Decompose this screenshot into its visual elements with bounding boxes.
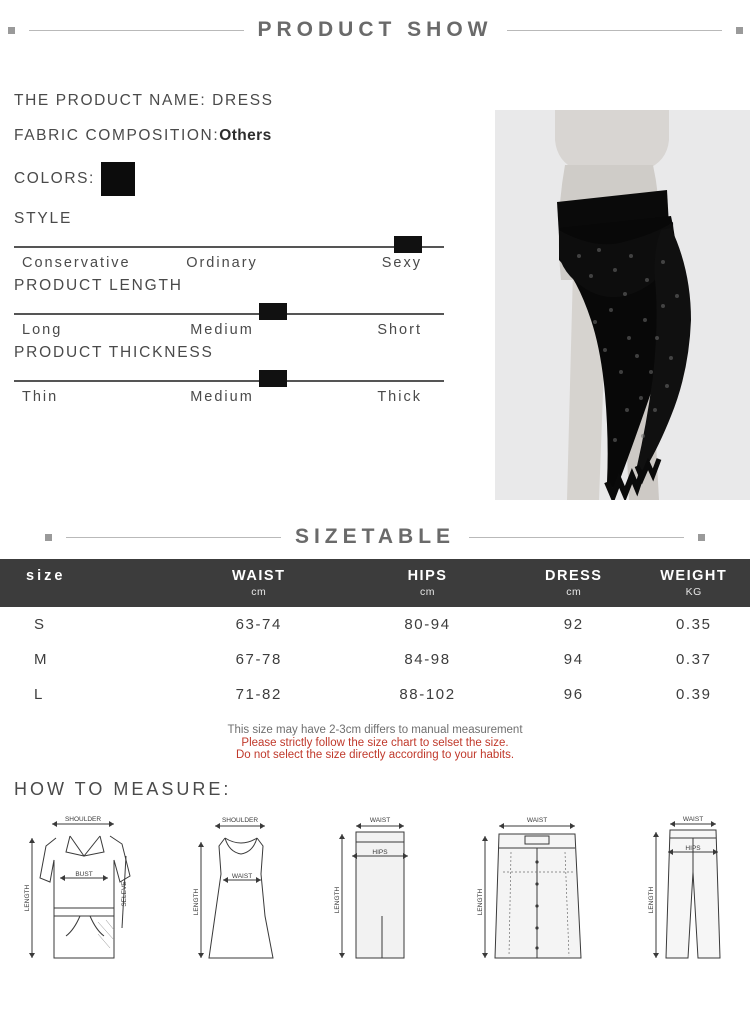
scale-thickness-track [14, 368, 444, 388]
cell-waist: 63-74 [173, 607, 346, 642]
colors-row [14, 162, 464, 196]
scale-length-option-2: Short [289, 322, 444, 338]
unit-row [0, 586, 750, 607]
table-row [0, 607, 750, 642]
scale-style-option-2: Sexy [289, 255, 444, 271]
scale-style-option-1: Ordinary [155, 255, 288, 271]
header-size: size [0, 559, 173, 586]
product-photo [495, 110, 750, 500]
cell-weight: 0.39 [638, 677, 750, 712]
divider-right [507, 30, 722, 31]
label-waist: WAIST [232, 873, 252, 880]
label-shoulder: SHOULDER [65, 816, 101, 823]
cell-waist: 71-82 [173, 677, 346, 712]
measure-figures [0, 804, 750, 964]
label-waist: WAIST [527, 817, 547, 824]
scale-length-option-0: Long [14, 322, 155, 338]
header-hips: HIPS [345, 559, 510, 586]
scale-bar [14, 313, 444, 315]
scale-thickness-option-1: Medium [155, 389, 288, 405]
color-swatch-black[interactable] [101, 162, 135, 196]
scale-thickness-marker[interactable] [259, 370, 287, 387]
cell-size: L [0, 677, 173, 712]
cell-weight: 0.37 [638, 642, 750, 677]
size-table-title: SIZETABLE [295, 525, 455, 549]
how-to-measure-title: HOW TO MEASURE: [14, 779, 750, 800]
fabric-composition [14, 127, 464, 145]
cell-size: M [0, 642, 173, 677]
scale-length-option-1: Medium [155, 322, 288, 338]
divider-right [469, 537, 684, 538]
header-row [0, 559, 750, 586]
colors-label: COLORS: [14, 170, 95, 188]
cell-dress: 94 [510, 642, 638, 677]
scale-thickness-title: PRODUCT THICKNESS [14, 344, 464, 362]
divider-left [29, 30, 244, 31]
note-habits: Do not select the size directly according to your habits. [0, 749, 750, 761]
scale-length-title: PRODUCT LENGTH [14, 277, 464, 295]
product-name: THE PRODUCT NAME: DRESS [14, 92, 464, 110]
spec-list [14, 92, 464, 409]
label-waist: WAIST [370, 817, 390, 824]
scale-thickness-labels [14, 389, 444, 405]
unit-size [0, 586, 173, 607]
unit-weight: KG [638, 586, 750, 607]
scale-style [14, 210, 464, 271]
scale-bar [14, 246, 444, 248]
scale-length-marker[interactable] [259, 303, 287, 320]
header-weight: WEIGHT [638, 559, 750, 586]
product-show-section [0, 52, 750, 507]
label-waist: WAIST [683, 816, 703, 823]
fabric-value: Others [219, 127, 271, 144]
scale-length-labels [14, 322, 444, 338]
fabric-label: FABRIC COMPOSITION: [14, 127, 219, 144]
scale-thickness [14, 344, 464, 405]
cell-hips: 88-102 [345, 677, 510, 712]
square-bullet-icon [45, 534, 52, 541]
unit-waist: cm [173, 586, 346, 607]
table-row [0, 677, 750, 712]
cell-dress: 92 [510, 607, 638, 642]
cell-dress: 96 [510, 677, 638, 712]
header-dress: DRESS [510, 559, 638, 586]
unit-dress: cm [510, 586, 638, 607]
note-follow-chart: Please strictly follow the size chart to selset the size. [0, 737, 750, 749]
figure-skirt-long [320, 812, 438, 964]
figure-jacket [10, 812, 158, 964]
figure-skirt-short [459, 812, 609, 964]
cell-size: S [0, 607, 173, 642]
cell-hips: 80-94 [345, 607, 510, 642]
scale-style-title: STYLE [14, 210, 464, 228]
size-notes [0, 724, 750, 761]
cell-waist: 67-78 [173, 642, 346, 677]
size-table-head [0, 559, 750, 607]
figure-dress [179, 812, 299, 964]
scale-thickness-option-2: Thick [289, 389, 444, 405]
scale-style-option-0: Conservative [14, 255, 155, 271]
square-bullet-icon [698, 534, 705, 541]
size-table-body [0, 607, 750, 712]
label-length: LENGTH [648, 887, 655, 914]
scale-style-track [14, 234, 444, 254]
header-waist: WAIST [173, 559, 346, 586]
label-hips: HIPS [372, 849, 388, 856]
cell-weight: 0.35 [638, 607, 750, 642]
label-length: LENGTH [24, 885, 31, 912]
scale-style-marker[interactable] [394, 236, 422, 253]
unit-hips: cm [345, 586, 510, 607]
product-photo-illustration [495, 110, 750, 500]
label-length: LENGTH [334, 887, 341, 914]
size-table-wrapper [0, 559, 750, 712]
scale-bar [14, 380, 444, 382]
label-shoulder: SHOULDER [222, 817, 258, 824]
label-length: LENGTH [193, 889, 200, 916]
label-sleeve: SELEVE [121, 881, 128, 907]
square-bullet-icon [736, 27, 743, 34]
table-row [0, 642, 750, 677]
scale-style-labels [14, 255, 444, 271]
label-hips: HIPS [685, 845, 701, 852]
page-title: PRODUCT SHOW [258, 18, 493, 42]
size-table [0, 559, 750, 712]
divider-left [66, 537, 281, 538]
scale-length-track [14, 301, 444, 321]
product-show-header [0, 18, 750, 42]
note-measurement: This size may have 2-3cm differs to manual measurement [0, 724, 750, 736]
size-table-header [0, 525, 750, 549]
scale-length [14, 277, 464, 338]
label-bust: BUST [75, 871, 92, 878]
label-length: LENGTH [477, 889, 484, 916]
square-bullet-icon [8, 27, 15, 34]
cell-hips: 84-98 [345, 642, 510, 677]
scale-thickness-option-0: Thin [14, 389, 155, 405]
figure-pants [630, 812, 740, 964]
